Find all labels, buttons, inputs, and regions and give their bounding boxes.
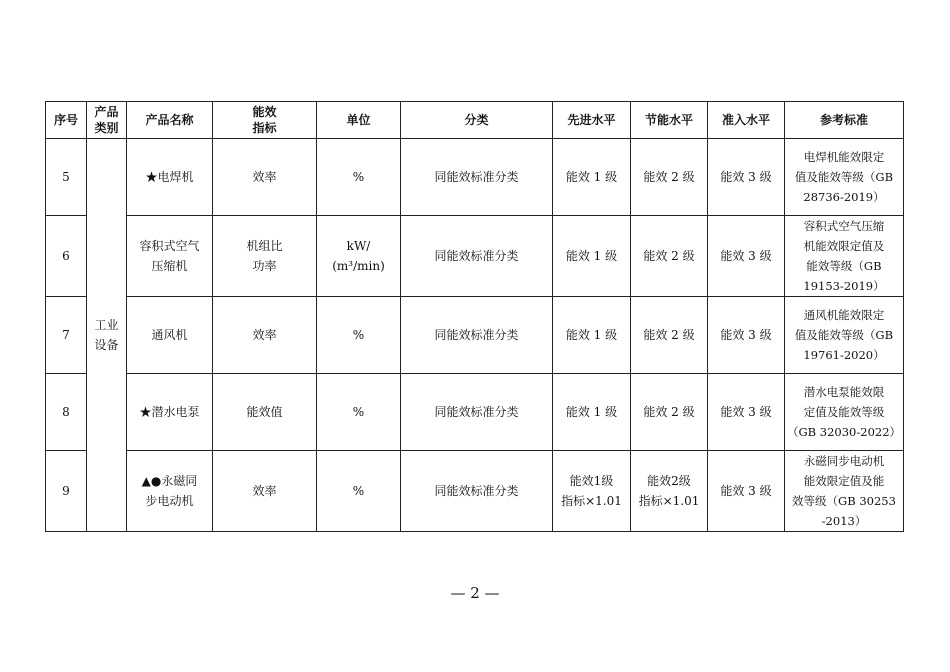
cell-saving-level: [631, 451, 708, 532]
product-name-line: 压缩机: [151, 259, 188, 273]
cell-no: 7: [46, 297, 87, 374]
header-advanced-level: 先进水平: [553, 102, 631, 139]
page-number: — 2 —: [450, 584, 500, 602]
cell-saving-level: [631, 216, 708, 297]
header-classification: 分类: [401, 102, 553, 139]
header-row: [46, 102, 904, 139]
cell-saving-level: [631, 297, 708, 374]
header-no: 序号: [46, 102, 87, 139]
header-indicator-line: 指标: [252, 121, 277, 135]
cell-no: 5: [46, 139, 87, 216]
cell-indicator: [213, 216, 317, 297]
reference-line: 定值及能效等级: [803, 405, 885, 419]
reference-line: 通风机能效限定: [803, 308, 885, 322]
indicator-line: 效率: [252, 170, 277, 184]
product-name-line: 步电动机: [145, 494, 194, 508]
unit-line: (m³/min): [332, 259, 385, 273]
header-indicator-line: 能效: [252, 105, 277, 119]
cell-product-name: [127, 374, 213, 451]
cell-unit: [317, 297, 401, 374]
cell-reference: [785, 139, 904, 216]
product-name-line: ★电焊机: [145, 170, 194, 184]
cell-reference: [785, 374, 904, 451]
reference-line: 效等级（GB 30253: [792, 494, 896, 508]
cell-reference: [785, 216, 904, 297]
standards-table: [45, 101, 904, 532]
cell-advanced-level: [553, 139, 631, 216]
cell-entry-level: 能效 3 级: [708, 451, 785, 532]
cell-indicator: [213, 297, 317, 374]
header-category: [87, 102, 127, 139]
cell-indicator: [213, 139, 317, 216]
category-line: 工业: [94, 318, 119, 332]
cell-advanced-level: [553, 216, 631, 297]
cell-entry-level: 能效 3 级: [708, 216, 785, 297]
unit-line: %: [352, 484, 365, 498]
cell-product-name: [127, 451, 213, 532]
table-row: [46, 216, 904, 297]
table-row: [46, 139, 904, 216]
cell-reference: [785, 451, 904, 532]
cell-saving-level: [631, 139, 708, 216]
cell-entry-level: 能效 3 级: [708, 139, 785, 216]
header-reference: 参考标准: [785, 102, 904, 139]
cell-classification: 同能效标准分类: [401, 374, 553, 451]
unit-line: %: [352, 405, 365, 419]
cell-reference: [785, 297, 904, 374]
indicator-line: 效率: [252, 328, 277, 342]
reference-line: 电焊机能效限定: [803, 150, 885, 164]
table-row: [46, 374, 904, 451]
reference-line: 19761-2020）: [803, 348, 885, 362]
cell-unit: [317, 374, 401, 451]
reference-line: 容积式空气压缩: [803, 219, 885, 233]
header-category-line: 产品: [94, 105, 119, 119]
saving-line: 能效 2 级: [643, 405, 695, 419]
reference-line: 值及能效等级（GB: [794, 170, 894, 184]
advanced-line: 能效1级: [569, 474, 614, 488]
reference-line: 机能效限定值及: [803, 239, 885, 253]
cell-no: 9: [46, 451, 87, 532]
cell-unit: [317, 451, 401, 532]
cell-no: 8: [46, 374, 87, 451]
cell-indicator: [213, 451, 317, 532]
indicator-line: 机组比: [246, 239, 283, 253]
reference-line: 能效限定值及能: [803, 474, 885, 488]
unit-line: kW/: [346, 239, 371, 253]
cell-entry-level: 能效 3 级: [708, 297, 785, 374]
product-name-line: 通风机: [151, 328, 188, 342]
advanced-line: 能效 1 级: [565, 405, 618, 419]
cell-entry-level: 能效 3 级: [708, 374, 785, 451]
advanced-line: 能效 1 级: [565, 170, 618, 184]
category-line: 设备: [94, 338, 119, 352]
cell-classification: 同能效标准分类: [401, 451, 553, 532]
unit-line: %: [352, 328, 365, 342]
product-name-line: 容积式空气: [139, 239, 200, 253]
indicator-line: 能效值: [246, 405, 283, 419]
header-product-name: 产品名称: [127, 102, 213, 139]
advanced-line: 能效 1 级: [565, 328, 618, 342]
cell-classification: 同能效标准分类: [401, 216, 553, 297]
cell-product-name: [127, 139, 213, 216]
indicator-line: 效率: [252, 484, 277, 498]
reference-line: （GB 32030-2022）: [786, 425, 902, 439]
table-row: [46, 297, 904, 374]
cell-product-name: [127, 216, 213, 297]
cell-indicator: [213, 374, 317, 451]
saving-line: 指标×1.01: [638, 494, 700, 508]
reference-line: 潜水电泵能效限: [803, 385, 885, 399]
reference-line: 19153-2019）: [803, 279, 885, 293]
product-name-line: ★潜水电泵: [139, 405, 200, 419]
product-name-line: ▲●永磁同: [141, 474, 198, 488]
cell-product-name: [127, 297, 213, 374]
header-entry-level: 准入水平: [708, 102, 785, 139]
cell-saving-level: [631, 374, 708, 451]
advanced-line: 能效 1 级: [565, 249, 618, 263]
advanced-line: 指标×1.01: [561, 494, 622, 508]
saving-line: 能效 2 级: [643, 328, 695, 342]
cell-classification: 同能效标准分类: [401, 139, 553, 216]
table-row: [46, 451, 904, 532]
cell-unit: [317, 216, 401, 297]
header-saving-level: 节能水平: [631, 102, 708, 139]
cell-unit: [317, 139, 401, 216]
cell-no: 6: [46, 216, 87, 297]
cell-category: [87, 139, 127, 532]
indicator-line: 功率: [252, 259, 277, 273]
reference-line: 能效等级（GB: [806, 259, 882, 273]
header-category-line: 类别: [94, 121, 119, 135]
cell-advanced-level: [553, 374, 631, 451]
cell-advanced-level: [553, 451, 631, 532]
unit-line: %: [352, 170, 365, 184]
saving-line: 能效 2 级: [643, 249, 695, 263]
reference-line: -2013）: [821, 514, 867, 528]
reference-line: 永磁同步电动机: [803, 454, 885, 468]
header-indicator: [213, 102, 317, 139]
cell-advanced-level: [553, 297, 631, 374]
reference-line: 28736-2019）: [803, 190, 885, 204]
reference-line: 值及能效等级（GB: [794, 328, 894, 342]
header-unit: 单位: [317, 102, 401, 139]
cell-classification: 同能效标准分类: [401, 297, 553, 374]
saving-line: 能效 2 级: [643, 170, 695, 184]
saving-line: 能效2级: [647, 474, 691, 488]
